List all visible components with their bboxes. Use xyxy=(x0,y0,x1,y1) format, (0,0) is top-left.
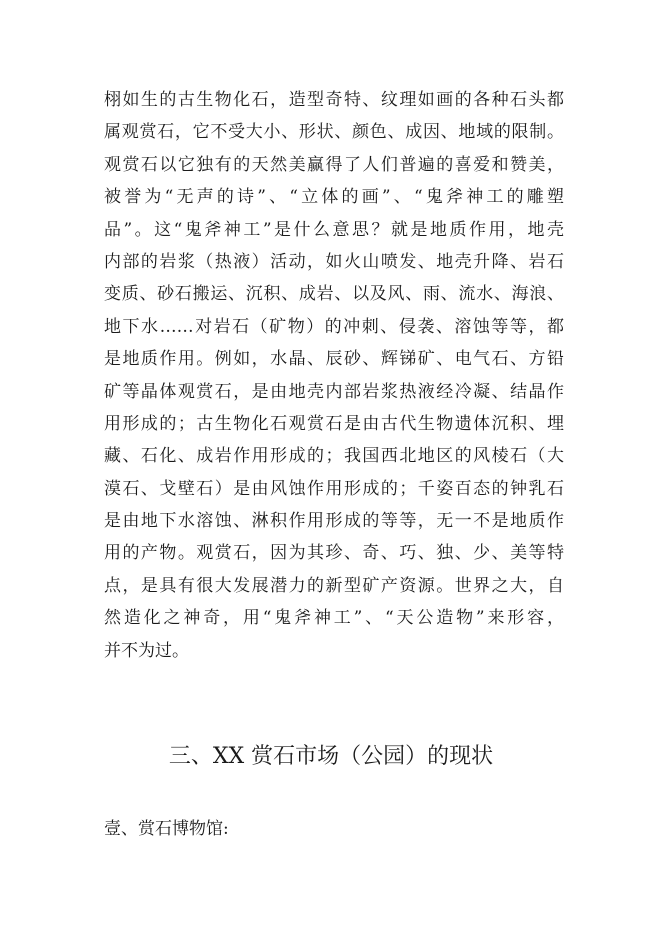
body-paragraph xyxy=(104,84,564,667)
paragraph-line: 用形成的；古生物化石观赏石是由古代生物遗体沉积、埋 xyxy=(104,413,564,434)
paragraph-line: 被誉为“无声的诗”、“立体的画”、“鬼斧神工的雕塑 xyxy=(104,187,564,208)
paragraph-line: 属观赏石，它不受大小、形状、颜色、成因、地域的限制。 xyxy=(104,122,564,143)
paragraph-line: 观赏石以它独有的天然美赢得了人们普遍的喜爱和赞美， xyxy=(104,154,564,175)
paragraph-line: 然造化之神奇，用“鬼斧神工”、“天公造物”来形容， xyxy=(104,608,564,629)
paragraph-line: 内部的岩浆（热液）活动，如火山喷发、地壳升降、岩石 xyxy=(104,251,564,272)
paragraph-line: 品”。这“鬼斧神工”是什么意思？就是地质作用，地壳 xyxy=(104,219,564,240)
paragraph-line: 地下水……对岩石（矿物）的冲刺、侵袭、溶蚀等等，都 xyxy=(104,316,564,337)
paragraph-line-last: 并不为过。 xyxy=(104,640,189,661)
paragraph-line: 漠石、戈壁石）是由风蚀作用形成的；千姿百态的钟乳石 xyxy=(104,478,564,499)
paragraph-line: 用的产物。观赏石，因为其珍、奇、巧、独、少、美等特 xyxy=(104,543,564,564)
paragraph-line: 藏、石化、成岩作用形成的；我国西北地区的风棱石（大 xyxy=(104,446,564,467)
paragraph-line: 栩如生的古生物化石，造型奇特、纹理如画的各种石头都 xyxy=(104,90,564,110)
paragraph-line: 矿等晶体观赏石，是由地壳内部岩浆热液经冷凝、结晶作 xyxy=(104,381,564,402)
paragraph-line: 点，是具有很大发展潜力的新型矿产资源。世界之大，自 xyxy=(104,575,564,596)
subsection-heading: 壹、赏石博物馆: xyxy=(104,819,229,839)
section-heading: 三、XX 赏石市场（公园）的现状 xyxy=(168,744,494,769)
paragraph-line: 是由地下水溶蚀、淋积作用形成的等等，无一不是地质作 xyxy=(104,511,564,532)
paragraph-line: 变质、砂石搬运、沉积、成岩、以及风、雨、流水、海浪、 xyxy=(104,284,564,305)
paragraph-line: 是地质作用。例如，水晶、辰砂、辉锑矿、电气石、方铅 xyxy=(104,349,564,370)
